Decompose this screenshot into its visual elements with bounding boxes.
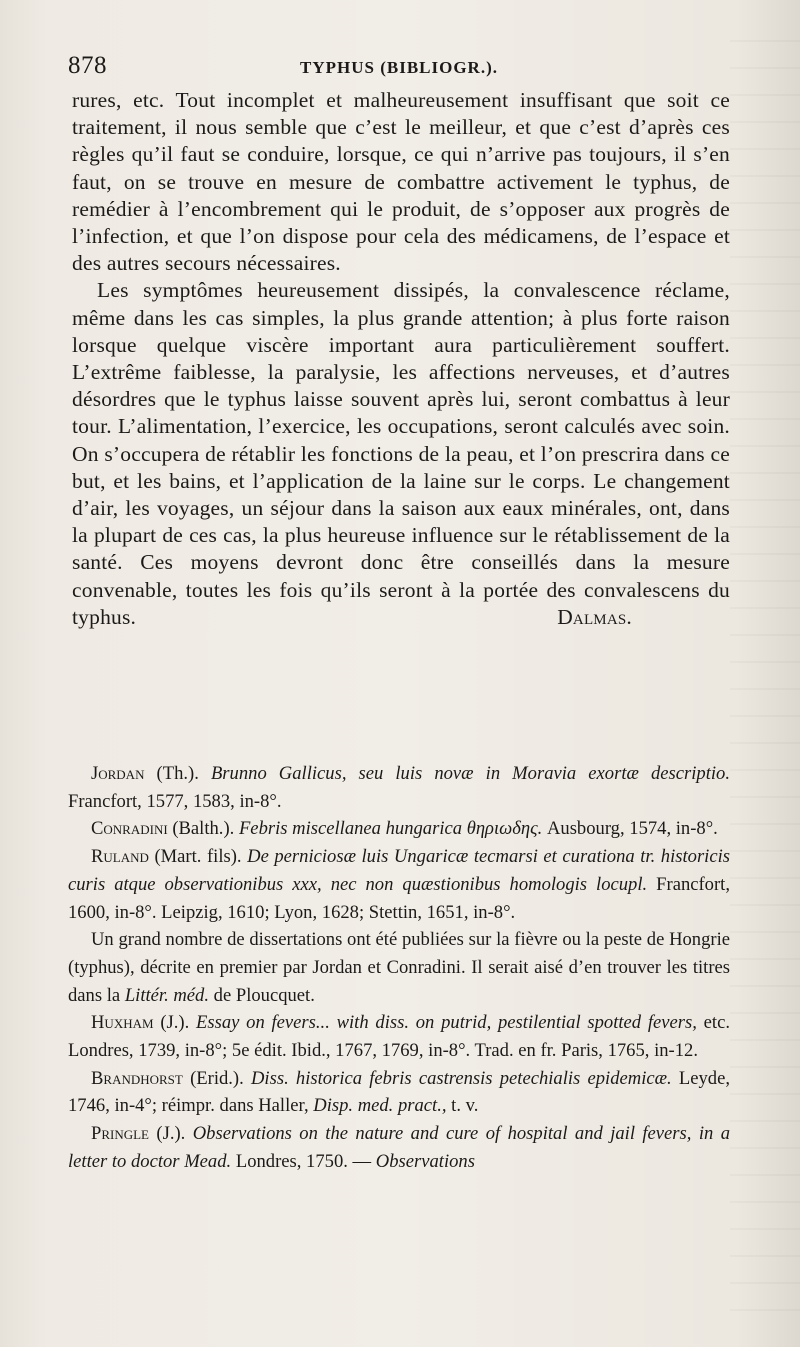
bib-initials: (Th.). (144, 763, 211, 784)
bib-title-continued: Observations (375, 1150, 475, 1172)
bib-author: Huxham (91, 1012, 154, 1034)
bib-publication: Francfort, 1600, in-8°. Leipzig, 1610; Lyon, 1628; Stettin, 1651, in-8°. (68, 873, 730, 923)
bib-author: Pringle (91, 1123, 149, 1145)
main-text (72, 87, 730, 631)
paragraph-2 (72, 277, 730, 631)
bib-title: Essay on fevers... with diss. on putrid, pestilential spotted fevers, (196, 1012, 697, 1034)
author-signature: Dalmas. (557, 604, 632, 629)
page-number: 878 (68, 52, 107, 79)
bib-initials: (Erid.). (182, 1067, 251, 1089)
bib-author: Jordan (91, 763, 145, 784)
page-header (68, 52, 730, 82)
bib-initials: (J.). (149, 1123, 193, 1145)
bib-title: De perniciosæ luis Ungaricæ tecmarsi et curationa tr. historicis curis atque observationibus xxx, nec non quæstionibus homologis locupl. (68, 846, 730, 895)
bib-note-reference: Littér. méd. (124, 984, 210, 1006)
running-head: TYPHUS (BIBLIOGR.). (300, 58, 498, 77)
show-through-texture (730, 40, 800, 1320)
bib-entry-jordan (68, 760, 730, 815)
bib-reference: Disp. med. pract., (313, 1095, 447, 1117)
bib-publication: Ausbourg, 1574, in-8°. (542, 818, 718, 840)
bib-note-text-end: de Ploucquet. (209, 984, 315, 1006)
bib-initials: (J.). (153, 1012, 196, 1034)
bib-title: Febris miscellanea hungarica θηριωδης. (238, 818, 543, 840)
bib-publication: Francfort, 1577, 1583, in-8°. (68, 790, 282, 812)
bib-title: Observations on the nature and cure of hospital and jail fevers, in a letter to doctor Mead. (68, 1123, 730, 1172)
paragraph-1: rures, etc. Tout incomplet et malheureusement insuffisant que soit ce traitement, il nous semble que c’est le meilleur, et que c’est d’après ces règles qu’il faut se conduire, lorsque, ce qui n’arrive pas toujours, il s’en faut, on se trouve en mesure de combattre activement le typhus, de remédier à l’encombrement qui le produit, de s’opposer aux progrès de l’infection, et que l’on dispose pour cela des médicamens, de l’espace et des autres secours nécessaires. (72, 88, 730, 276)
bib-note-hongrie (68, 926, 730, 1009)
bib-publication: etc. Londres, 1739, in-8°; 5e édit. Ibid., 1767, 1769, in-8°. Trad. en fr. Paris, 1765, in-12. (68, 1012, 730, 1062)
bib-volume: t. v. (446, 1095, 479, 1117)
bib-entry-conradini (68, 815, 730, 843)
bib-entry-pringle (68, 1120, 730, 1175)
bib-entry-brandhorst (68, 1065, 730, 1120)
bibliography (68, 760, 730, 1176)
bib-initials: (Balth.). (167, 818, 239, 840)
bib-title: Diss. historica febris castrensis petechialis epidemicæ. (251, 1067, 672, 1089)
bib-publication: Londres, 1750. — (231, 1150, 376, 1172)
bib-initials: (Mart. fils). (148, 846, 248, 868)
bib-title: Brunno Gallicus, seu luis novæ in Moravia exortæ descriptio. (210, 763, 730, 784)
bib-entry-ruland (68, 843, 730, 926)
bib-author: Conradini (91, 818, 168, 840)
paragraph-2-text: Les symptômes heureusement dissipés, la convalescence réclame, même dans les cas simples, la plus grande attention; à plus forte raison lorsque quelque viscère important aura particulièrement souffert. L’extrême faiblesse, la paralysie, les affections nerveuses, et d’autres désordres que le typhus laisse souvent après lui, seront combattus à leur tour. L’alimentation, l’exercice, les occupations, seront calculés avec soin. On s’occupera de rétablir les fonctions de la peau, et l’on prescrira dans ce but, et les bains, et l’application de la laine sur le corps. Le changement d’air, les voyages, un séjour dans la saison aux eaux minérales, ont, dans la plupart de ces cas, la plus heureuse influence sur le rétablissement de la santé. Ces moyens devront donc être conseillés dans la mesure convenable, toutes les fois qu’ils seront à la portée des convalescens du typhus. (72, 278, 730, 629)
bib-author: Brandhorst (91, 1067, 183, 1089)
bib-author: Ruland (91, 846, 149, 868)
bib-entry-huxham (68, 1009, 730, 1064)
bib-publication: Leyde, 1746, in-4°; réimpr. dans Haller, (68, 1067, 730, 1117)
bib-note-text: Un grand nombre de dissertations ont été publiées sur la fièvre ou la peste de Hongrie (typhus), décrite en premier par Jordan et Conradini. Il serait aisé d’en trouver les titres dans la (68, 929, 730, 1006)
